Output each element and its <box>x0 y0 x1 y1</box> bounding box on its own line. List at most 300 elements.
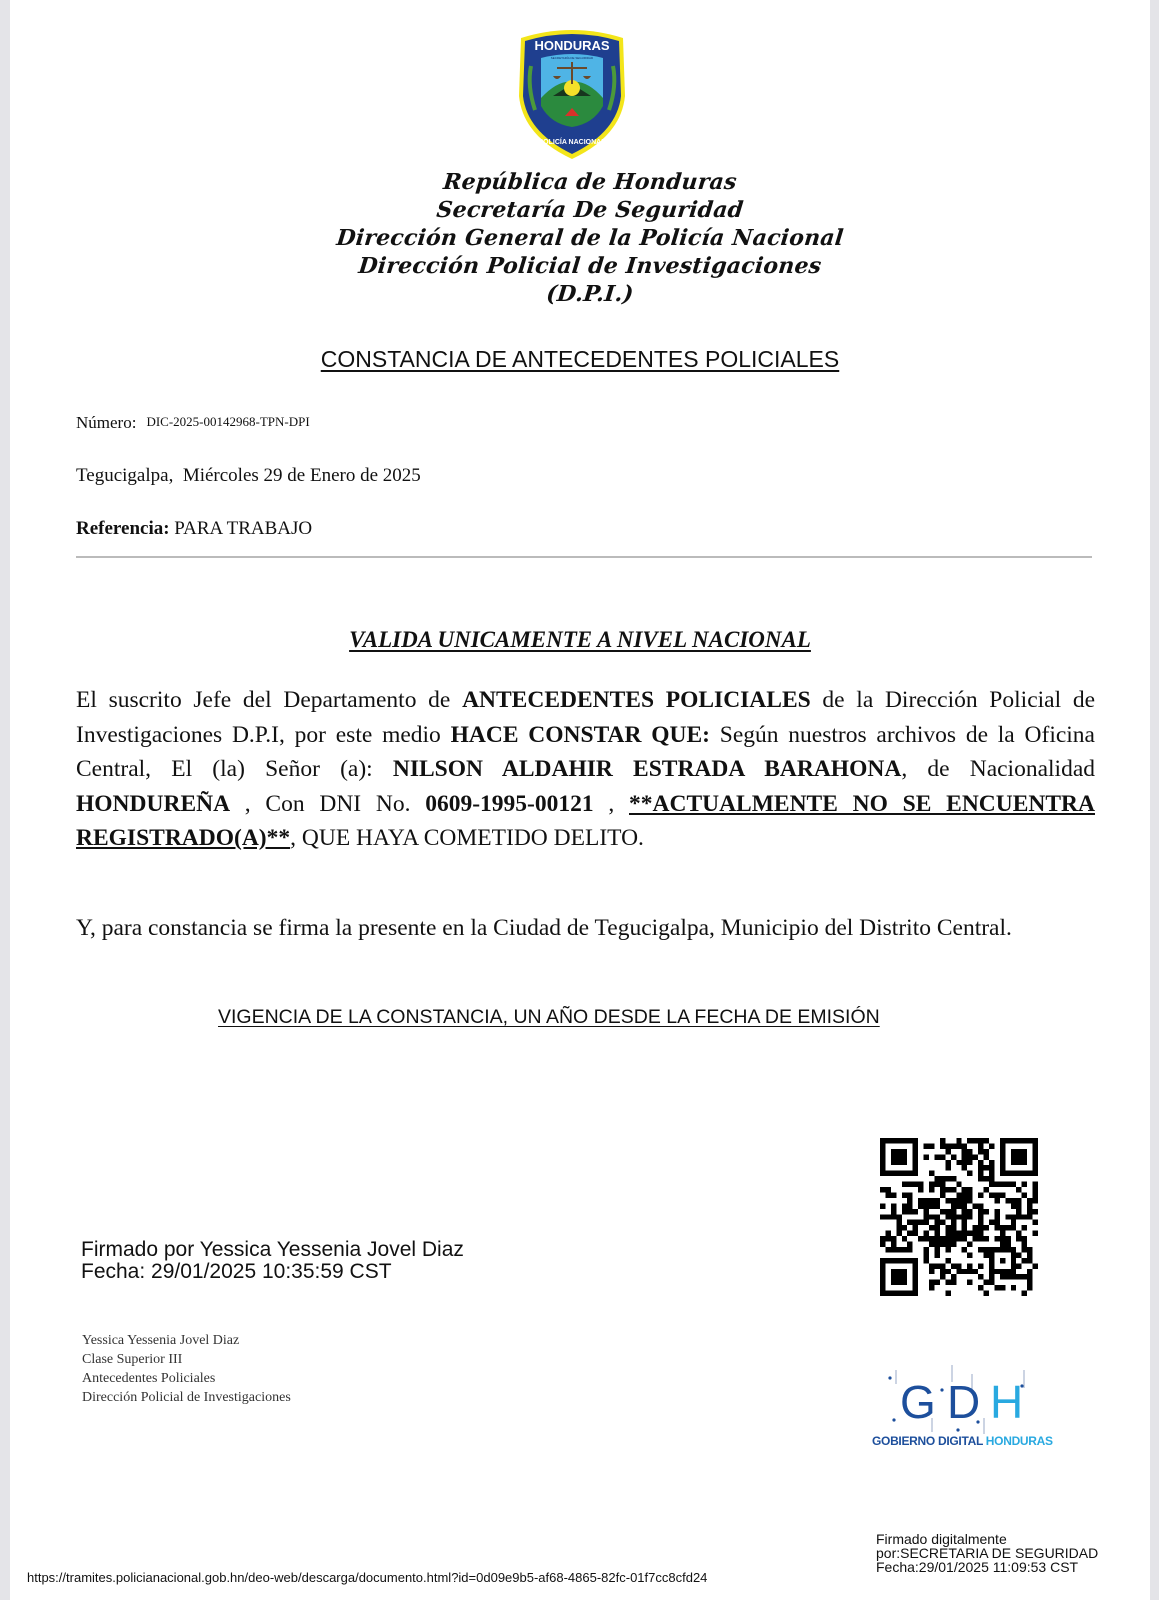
qr-module <box>1000 1274 1005 1279</box>
qr-module <box>945 1160 950 1165</box>
qr-module <box>989 1192 994 1197</box>
qr-module <box>907 1192 912 1197</box>
qr-module <box>940 1187 945 1192</box>
qr-module <box>1011 1214 1016 1219</box>
qr-module <box>940 1220 945 1225</box>
qr-module <box>978 1231 983 1236</box>
qr-module <box>934 1231 939 1236</box>
qr-module <box>924 1214 929 1219</box>
qr-module <box>1011 1182 1016 1187</box>
qr-module <box>1033 1220 1038 1225</box>
qr-module <box>1005 1214 1010 1219</box>
qr-module <box>885 1214 890 1219</box>
qr-module <box>940 1236 945 1241</box>
qr-module <box>1011 1198 1016 1203</box>
qr-module <box>896 1225 901 1230</box>
qr-module <box>945 1231 950 1236</box>
qr-module <box>978 1285 983 1290</box>
qr-module <box>1005 1182 1010 1187</box>
qr-module <box>989 1274 994 1279</box>
qr-module <box>1033 1192 1038 1197</box>
qr-module <box>962 1209 967 1214</box>
qr-module <box>934 1263 939 1268</box>
qr-module <box>951 1220 956 1225</box>
qr-module <box>1011 1274 1016 1279</box>
qr-module <box>962 1192 967 1197</box>
svg-text:HONDURAS: HONDURAS <box>534 38 610 53</box>
qr-module <box>956 1198 961 1203</box>
qr-module <box>951 1280 956 1285</box>
qr-module <box>934 1242 939 1247</box>
qr-module <box>994 1225 999 1230</box>
digital-signature <box>876 1532 1098 1574</box>
qr-module <box>929 1198 934 1203</box>
qr-module <box>945 1149 950 1154</box>
qr-module <box>934 1225 939 1230</box>
digital-signature-line: Firmado digitalmente <box>876 1531 1007 1547</box>
numero-label: Número: <box>76 413 137 432</box>
svg-text:SECRETARÍA DE SEGURIDAD: SECRETARÍA DE SEGURIDAD <box>550 56 594 60</box>
qr-module <box>984 1252 989 1257</box>
person-name: NILSON ALDAHIR ESTRADA BARAHONA <box>392 756 902 782</box>
qr-module <box>978 1203 983 1208</box>
qr-module <box>962 1165 967 1170</box>
qr-module <box>896 1247 901 1252</box>
qr-module <box>984 1280 989 1285</box>
qr-module <box>880 1242 885 1247</box>
qr-module <box>885 1231 890 1236</box>
qr-module <box>1027 1209 1032 1214</box>
qr-module <box>945 1225 950 1230</box>
qr-module <box>956 1263 961 1268</box>
qr-module <box>934 1236 939 1241</box>
paragraph-text: , <box>593 790 629 817</box>
qr-module <box>989 1182 994 1187</box>
qr-module <box>880 1236 885 1241</box>
qr-module <box>924 1143 929 1148</box>
qr-module <box>1027 1258 1032 1263</box>
qr-module <box>891 1209 896 1214</box>
header-line-direccion-policial: Dirección Policial de Investigaciones <box>357 253 823 279</box>
qr-module <box>994 1192 999 1197</box>
qr-module <box>967 1242 972 1247</box>
qr-module <box>994 1198 999 1203</box>
qr-module <box>1000 1192 1005 1197</box>
qr-module <box>1027 1214 1032 1219</box>
qr-module <box>907 1220 912 1225</box>
qr-module <box>989 1165 994 1170</box>
qr-module <box>1016 1274 1021 1279</box>
paragraph-text: , de Nacionalidad <box>901 756 1096 782</box>
qr-module <box>934 1252 939 1257</box>
qr-module <box>924 1236 929 1241</box>
qr-module <box>962 1220 967 1225</box>
qr-module <box>929 1187 934 1192</box>
document-title: CONSTANCIA DE ANTECEDENTES POLICIALES <box>320 346 840 372</box>
qr-module <box>978 1171 983 1176</box>
qr-module <box>989 1220 994 1225</box>
paragraph-text: Según nuestros archivos de la Oficina Central, El (la) Señor (a): <box>76 721 1095 782</box>
qr-module <box>902 1209 907 1214</box>
qr-module <box>934 1182 939 1187</box>
qr-module <box>967 1231 972 1236</box>
qr-module <box>962 1231 967 1236</box>
qr-module <box>945 1269 950 1274</box>
qr-module <box>962 1203 967 1208</box>
paragraph-text: de la Dirección Policial de Investigaciones D.P.I, por este medio <box>76 687 1095 748</box>
qr-module <box>891 1203 896 1208</box>
qr-module <box>1016 1263 1021 1268</box>
qr-module <box>984 1187 989 1192</box>
qr-module <box>891 1236 896 1241</box>
qr-module <box>978 1176 983 1181</box>
qr-module <box>918 1182 923 1187</box>
qr-module <box>973 1236 978 1241</box>
qr-module <box>929 1236 934 1241</box>
qr-module <box>984 1209 989 1214</box>
qr-module <box>994 1285 999 1290</box>
qr-module <box>989 1171 994 1176</box>
qr-module <box>951 1187 956 1192</box>
qr-module <box>1000 1242 1005 1247</box>
qr-module <box>989 1280 994 1285</box>
qr-module <box>902 1192 907 1197</box>
qr-module <box>1016 1209 1021 1214</box>
qr-module <box>994 1214 999 1219</box>
qr-module <box>902 1247 907 1252</box>
qr-module <box>1027 1252 1032 1257</box>
qr-module <box>956 1160 961 1165</box>
qr-module <box>978 1236 983 1241</box>
qr-module <box>984 1176 989 1181</box>
signer-division: Dirección Policial de Investigaciones <box>82 1390 291 1405</box>
header-line-dpi: (D.P.I.) <box>545 281 635 307</box>
qr-module <box>956 1138 961 1143</box>
qr-module <box>967 1280 972 1285</box>
qr-module <box>924 1252 929 1257</box>
signed-by: Firmado por Yessica Yessenia Jovel Diaz <box>81 1238 464 1261</box>
signed-date: Fecha: 29/01/2025 10:35:59 CST <box>81 1260 392 1283</box>
qr-module <box>1027 1247 1032 1252</box>
qr-module <box>1027 1198 1032 1203</box>
qr-module <box>973 1154 978 1159</box>
qr-module <box>962 1198 967 1203</box>
qr-module <box>967 1214 972 1219</box>
qr-module <box>978 1220 983 1225</box>
qr-module <box>940 1182 945 1187</box>
qr-module <box>880 1187 885 1192</box>
qr-module <box>978 1143 983 1148</box>
qr-module <box>956 1203 961 1208</box>
qr-module <box>967 1263 972 1268</box>
qr-module <box>940 1242 945 1247</box>
qr-module <box>929 1214 934 1219</box>
qr-module <box>962 1214 967 1219</box>
qr-module <box>945 1258 950 1263</box>
qr-module <box>967 1160 972 1165</box>
qr-module <box>934 1198 939 1203</box>
qr-module <box>940 1154 945 1159</box>
referencia-value: PARA TRABAJO <box>174 518 313 539</box>
qr-module <box>929 1182 934 1187</box>
qr-module <box>967 1252 972 1257</box>
qr-module <box>956 1269 961 1274</box>
qr-module <box>918 1203 923 1208</box>
qr-module <box>891 1192 896 1197</box>
qr-module <box>978 1160 983 1165</box>
qr-module <box>1022 1274 1027 1279</box>
header-line-republica: República de Honduras <box>441 169 739 195</box>
vigencia-notice: VIGENCIA DE LA CONSTANCIA, UN AÑO DESDE LA FECHA DE EMISIÓN <box>218 1006 880 1028</box>
qr-module <box>994 1220 999 1225</box>
qr-module <box>940 1138 945 1143</box>
digital-signature-date: Fecha:29/01/2025 11:09:53 CST <box>876 1559 1079 1575</box>
qr-module <box>929 1285 934 1290</box>
svg-text:POLICÍA NACIONAL: POLICÍA NACIONAL <box>538 139 606 146</box>
qr-module <box>956 1236 961 1241</box>
gdh-letter-d: D <box>947 1376 981 1428</box>
qr-module <box>978 1209 983 1214</box>
numero-row <box>76 413 310 433</box>
qr-module <box>945 1187 950 1192</box>
qr-module <box>934 1203 939 1208</box>
qr-module <box>962 1236 967 1241</box>
numero-value: DIC-2025-00142968-TPN-DPI <box>146 414 310 429</box>
qr-module <box>940 1143 945 1148</box>
qr-module <box>1033 1231 1038 1236</box>
qr-module <box>902 1236 907 1241</box>
signer-department: Antecedentes Policiales <box>82 1371 216 1386</box>
qr-module <box>1027 1280 1032 1285</box>
qr-module <box>929 1225 934 1230</box>
qr-module <box>918 1220 923 1225</box>
qr-module <box>934 1280 939 1285</box>
qr-module <box>973 1231 978 1236</box>
gdh-caption-main: GOBIERNO DIGITAL <box>872 1434 986 1448</box>
qr-module <box>978 1149 983 1154</box>
qr-module <box>945 1242 950 1247</box>
qr-module <box>962 1225 967 1230</box>
valida-notice: VALIDA UNICAMENTE A NIVEL NACIONAL <box>349 627 811 652</box>
hace-constar: HACE CONSTAR QUE: <box>450 721 710 748</box>
qr-module <box>984 1225 989 1230</box>
qr-module <box>1033 1198 1038 1203</box>
qr-module <box>1000 1225 1005 1230</box>
paragraph-text: , Con DNI No. <box>230 790 426 817</box>
qr-module <box>1011 1225 1016 1230</box>
qr-module <box>907 1203 912 1208</box>
qr-module <box>907 1182 912 1187</box>
qr-module <box>929 1242 934 1247</box>
qr-module <box>978 1247 983 1252</box>
qr-module <box>962 1160 967 1165</box>
qr-module <box>973 1203 978 1208</box>
qr-module <box>984 1236 989 1241</box>
gdh-caption <box>872 1434 1062 1448</box>
qr-module <box>918 1236 923 1241</box>
document-url[interactable]: https://tramites.policianacional.gob.hn/deo-web/descarga/documento.html?id=0d09e9b5-af68-4865-82fc-01f7cc8cfd24 <box>27 1570 708 1585</box>
qr-module <box>891 1242 896 1247</box>
qr-module <box>945 1176 950 1181</box>
qr-module <box>978 1274 983 1279</box>
qr-module <box>994 1209 999 1214</box>
qr-module <box>967 1187 972 1192</box>
qr-module <box>984 1291 989 1296</box>
qr-module <box>907 1209 912 1214</box>
qr-module <box>929 1143 934 1148</box>
qr-module <box>1011 1285 1016 1290</box>
qr-module <box>962 1143 967 1148</box>
qr-module <box>945 1280 950 1285</box>
qr-module <box>902 1225 907 1230</box>
department-name: ANTECEDENTES POLICIALES <box>462 687 811 713</box>
qr-module <box>978 1138 983 1143</box>
qr-module <box>934 1220 939 1225</box>
qr-module <box>940 1263 945 1268</box>
qr-module <box>1022 1242 1027 1247</box>
divider <box>76 556 1092 558</box>
qr-module <box>1033 1182 1038 1187</box>
qr-code[interactable] <box>880 1138 1038 1296</box>
signer-details <box>82 1331 291 1407</box>
qr-module <box>902 1182 907 1187</box>
qr-module <box>940 1192 945 1197</box>
qr-module <box>1027 1274 1032 1279</box>
qr-module <box>1005 1236 1010 1241</box>
record-status: **ACTUALMENTE NO SE ENCUENTRA REGISTRADO(A)** <box>76 790 1095 851</box>
qr-module <box>967 1138 972 1143</box>
closing-paragraph: Y, para constancia se firma la presente en la Ciudad de Tegucigalpa, Municipio del Distrito Central. <box>76 915 1012 941</box>
qr-module <box>945 1247 950 1252</box>
qr-module <box>934 1214 939 1219</box>
qr-module <box>907 1242 912 1247</box>
qr-module <box>962 1187 967 1192</box>
signature-block <box>81 1239 464 1283</box>
qr-module <box>951 1198 956 1203</box>
qr-module <box>973 1269 978 1274</box>
qr-module <box>913 1182 918 1187</box>
qr-module <box>940 1274 945 1279</box>
qr-module <box>967 1149 972 1154</box>
qr-module <box>956 1182 961 1187</box>
qr-module <box>929 1269 934 1274</box>
qr-module <box>1022 1291 1027 1296</box>
qr-module <box>978 1263 983 1268</box>
qr-module <box>913 1209 918 1214</box>
qr-module <box>945 1236 950 1241</box>
paragraph-text: , QUE HAYA COMETIDO DELITO. <box>290 825 644 851</box>
qr-module <box>1016 1252 1021 1257</box>
qr-module <box>989 1143 994 1148</box>
qr-module <box>1022 1214 1027 1219</box>
qr-module <box>945 1214 950 1219</box>
qr-module <box>885 1247 890 1252</box>
qr-module <box>978 1225 983 1230</box>
header-line-direccion-general: Dirección General de la Policía Nacional <box>335 225 845 251</box>
qr-module <box>929 1171 934 1176</box>
qr-module <box>945 1198 950 1203</box>
qr-module <box>940 1176 945 1181</box>
qr-module <box>940 1209 945 1214</box>
qr-module <box>994 1236 999 1241</box>
qr-module <box>913 1231 918 1236</box>
qr-module <box>951 1143 956 1148</box>
place-date: Tegucigalpa, Miércoles 29 de Enero de 2025 <box>76 465 421 486</box>
qr-module <box>951 1214 956 1219</box>
signer-name: Yessica Yessenia Jovel Diaz <box>82 1333 240 1348</box>
qr-module <box>962 1149 967 1154</box>
qr-module <box>994 1182 999 1187</box>
qr-module <box>896 1214 901 1219</box>
qr-module <box>1027 1269 1032 1274</box>
qr-module <box>934 1247 939 1252</box>
qr-module <box>918 1198 923 1203</box>
qr-module <box>1016 1236 1021 1241</box>
qr-module <box>956 1231 961 1236</box>
qr-module <box>951 1209 956 1214</box>
qr-module <box>1005 1242 1010 1247</box>
qr-module <box>885 1187 890 1192</box>
qr-module <box>951 1225 956 1230</box>
qr-module <box>907 1231 912 1236</box>
qr-module <box>978 1192 983 1197</box>
qr-module <box>951 1242 956 1247</box>
qr-module <box>1000 1231 1005 1236</box>
qr-module <box>929 1263 934 1268</box>
qr-module <box>962 1247 967 1252</box>
qr-module <box>945 1143 950 1148</box>
qr-module <box>951 1154 956 1159</box>
signer-rank: Clase Superior III <box>82 1352 183 1367</box>
qr-module <box>967 1209 972 1214</box>
qr-module <box>984 1165 989 1170</box>
qr-module <box>924 1220 929 1225</box>
qr-module <box>1033 1263 1038 1268</box>
qr-module <box>907 1247 912 1252</box>
policia-nacional-emblem <box>513 26 631 161</box>
qr-module <box>924 1247 929 1252</box>
qr-module <box>1016 1198 1021 1203</box>
qr-module <box>1005 1225 1010 1230</box>
qr-module <box>967 1198 972 1203</box>
qr-module <box>951 1263 956 1268</box>
qr-module <box>1022 1192 1027 1197</box>
qr-module <box>891 1214 896 1219</box>
qr-module <box>1027 1285 1032 1290</box>
qr-module <box>1022 1225 1027 1230</box>
qr-module <box>1011 1220 1016 1225</box>
qr-module <box>967 1269 972 1274</box>
qr-module <box>1022 1236 1027 1241</box>
qr-module <box>918 1187 923 1192</box>
qr-module <box>880 1203 885 1208</box>
qr-module <box>951 1231 956 1236</box>
qr-module <box>956 1214 961 1219</box>
qr-module <box>913 1220 918 1225</box>
qr-module <box>924 1231 929 1236</box>
qr-module <box>945 1209 950 1214</box>
qr-module <box>951 1203 956 1208</box>
dni-number: 0609-1995-00121 <box>425 790 594 817</box>
gdh-caption-accent: HONDURAS <box>985 1434 1053 1448</box>
referencia-label: Referencia: <box>76 518 170 539</box>
qr-module <box>967 1171 972 1176</box>
qr-module <box>1000 1285 1005 1290</box>
qr-module <box>896 1231 901 1236</box>
gdh-letter-g: G <box>900 1376 936 1428</box>
qr-module <box>891 1247 896 1252</box>
digital-signature-signer: por:SECRETARIA DE SEGURIDAD <box>876 1545 1099 1561</box>
